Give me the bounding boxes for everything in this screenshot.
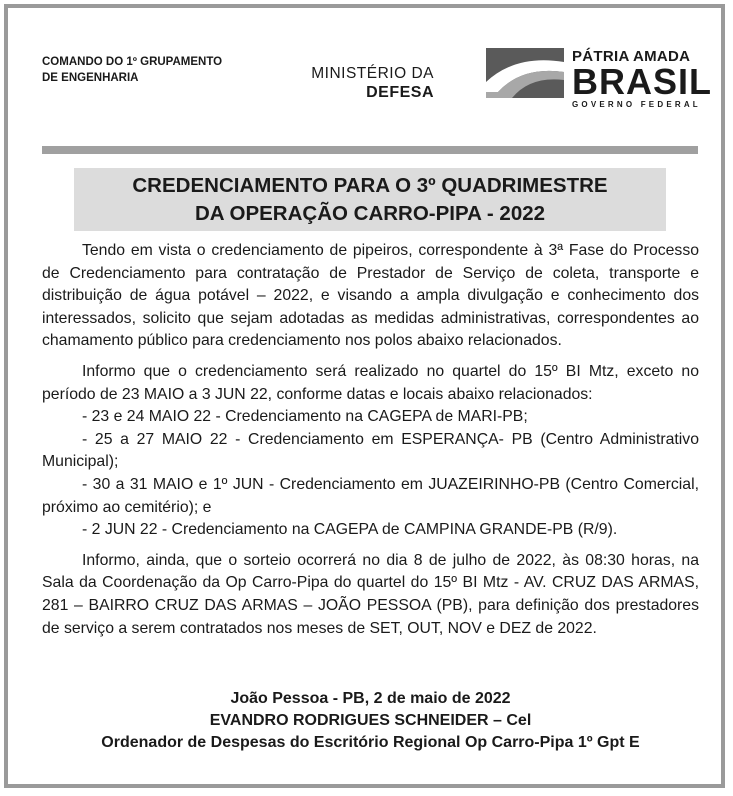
list-item: - 25 a 27 MAIO 22 - Credenciamento em ESPERANÇA- PB (Centro Administrativo Municipal);	[42, 430, 699, 471]
command-line-1: COMANDO DO 1º GRUPAMENTO	[42, 56, 223, 68]
signature-name: EVANDRO RODRIGUES SCHNEIDER – Cel	[209, 712, 532, 729]
brasil-governo-logo-icon	[486, 48, 564, 106]
list-item: - 23 e 24 MAIO 22 - Credenciamento na CAGEPA de MARI-PB;	[82, 408, 528, 426]
signature-place-date: João Pessoa - PB, 2 de maio de 2022	[230, 690, 511, 707]
header	[42, 48, 712, 118]
title-line-2: DA OPERAÇÃO CARRO-PIPA - 2022	[194, 202, 546, 225]
title-line-1: CREDENCIAMENTO PARA O 3º QUADRIMESTRE	[132, 174, 608, 197]
paragraph-3: Informo, ainda, que o sorteio ocorrerá no dia 8 de julho de 2022, às 08:30 horas, na Sala da Coordenação da Op Carro-Pipa do quartel do 15º BI Mtz - AV. CRUZ DAS ARMAS, 281 – BAIRRO CRUZ DAS ARMAS – JOÃO PESSOA (PB), para definição dos prestadores de serviço a serem contratados nos meses de SET, OUT, NOV e DEZ de 2022.	[42, 551, 699, 637]
command-name	[42, 54, 272, 86]
signature-role: Ordenador de Despesas do Escritório Regional Op Carro-Pipa 1º Gpt E	[101, 734, 640, 751]
brand-subtitle: GOVERNO FEDERAL	[572, 100, 701, 109]
list-item: - 2 JUN 22 - Credenciamento na CAGEPA de CAMPINA GRANDE-PB (R/9).	[82, 521, 618, 539]
signature-block	[42, 688, 699, 754]
ministry-name	[282, 64, 434, 102]
command-line-2: DE ENGENHARIA	[42, 72, 139, 84]
header-divider	[42, 146, 698, 154]
brand-block	[572, 48, 712, 111]
list-item: - 30 a 31 MAIO e 1º JUN - Credenciamento em JUAZEIRINHO-PB (Centro Comercial, próximo ao cemitério); e	[42, 475, 699, 516]
document-body	[42, 240, 699, 640]
brand-name: BRASIL	[572, 61, 712, 102]
ministry-line-2: DEFESA	[366, 84, 434, 101]
brand-slogan: PÁTRIA AMADA	[572, 48, 691, 65]
page-title	[74, 168, 666, 231]
ministry-line-1: MINISTÉRIO DA	[311, 65, 434, 82]
paragraph-2: Informo que o credenciamento será realizado no quartel do 15º BI Mtz, exceto no período de 23 MAIO a 3 JUN 22, conforme datas e locais abaixo relacionados:	[42, 362, 699, 403]
paragraph-1: Tendo em vista o credenciamento de pipeiros, correspondente à 3ª Fase do Processo de Credenciamento para contratação de Prestador de Serviço de coleta, transporte e distribuição de água potável – 2022, e visando a ampla divulgação e conhecimento dos interessados, solicito que sejam adotadas as medidas administrativas, correspondentes ao chamamento público para credenciamento nos polos abaixo relacionados.	[42, 242, 699, 350]
